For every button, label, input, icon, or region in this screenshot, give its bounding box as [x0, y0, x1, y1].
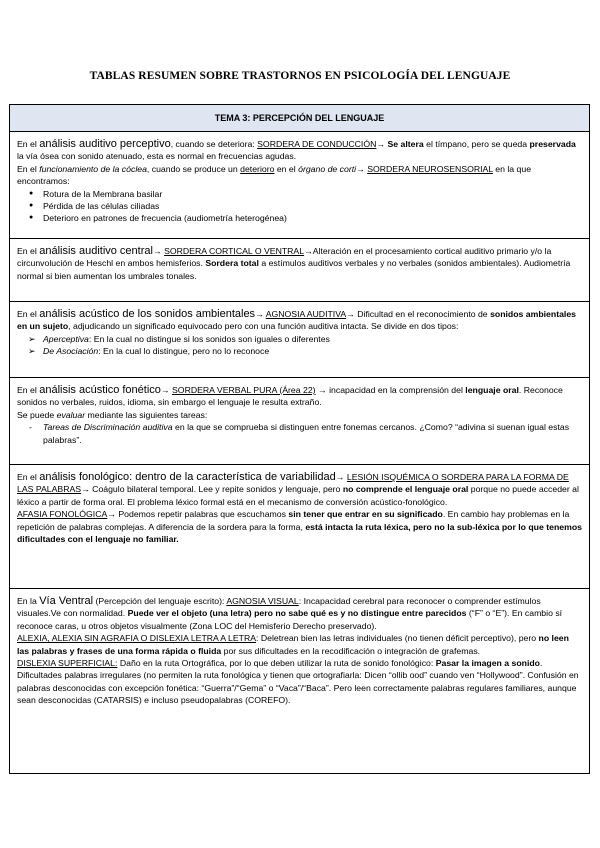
text: Se puede — [17, 409, 57, 420]
bold-text: Sordera total — [205, 258, 259, 269]
disorder-name: AFASIA FONOLÓGICA — [17, 509, 108, 520]
underlined-text: deterioro — [240, 163, 275, 174]
disorder-name: SORDERA NEUROSENSORIAL — [367, 163, 493, 174]
section-paragraph — [17, 308, 582, 333]
list-item: ● Deterioro en patrones de frecuencia (audiometría heterogénea) — [43, 212, 582, 224]
arrow: → — [81, 484, 90, 495]
text: Alteración en el procesamiento cortical auditivo primario y/o la circunvolución de Heschl en ambos hemisferios. — [17, 246, 552, 269]
arrow: → — [335, 472, 347, 482]
concept-label: análisis acústico de los sonidos ambientales — [39, 308, 256, 320]
text: : Deletrean bien las letras individuales (no tienen déficit perceptivo), pero — [256, 633, 539, 644]
italic-text: evaluar — [56, 409, 86, 420]
text: en el — [274, 163, 299, 174]
section-environmental-sounds — [9, 302, 590, 378]
text: (“F” o “E”). En cambio sí reconoce caras, u otros objetos visualmente (Zona LOC del Hemisferio Derecho preservado). — [17, 608, 563, 631]
text: . En cambio hay problemas en la repetición de palabras complejas. A diferencia de la sordera para la forma, — [17, 509, 570, 532]
section-paragraph — [17, 138, 582, 163]
dash-list — [17, 421, 582, 446]
text: Daño en la ruta Ortográfica, por lo que deben utilizar la ruta de sonido fonológico: — [117, 658, 436, 669]
disorder-name: SORDERA CORTICAL O VENTRAL — [164, 246, 305, 256]
section-paragraph — [17, 657, 582, 707]
arrow: → — [376, 139, 388, 149]
section-acoustic-phonetic — [9, 378, 590, 465]
section-paragraph — [17, 508, 582, 545]
bold-text: Se altera — [387, 139, 424, 149]
disorder-name: AGNOSIA VISUAL — [226, 596, 299, 606]
bullet-list — [17, 188, 582, 225]
section-paragraph — [17, 384, 582, 409]
text: En la — [17, 596, 40, 606]
list-item — [43, 345, 582, 357]
concept-label: Vía Ventral — [39, 595, 94, 607]
section-phonological — [9, 465, 590, 589]
text: : En la cual lo distingue, pero no lo reconoce — [98, 346, 270, 357]
bold-text: no leen las palabras y frases de una forma rápida o fluida — [17, 633, 569, 656]
disorder-name: SORDERA DE CONDUCCIÓN — [257, 139, 377, 149]
text: en la que se comprueba si distinguen entre fonemas cercanos. ¿Como? “adivina si suenan igual estas palabras”. — [43, 422, 570, 445]
text: Podemos repetir palabras que escuchamos — [115, 509, 289, 520]
italic-text: Tareas de Discriminación auditiva — [43, 422, 173, 433]
list-item: ● Rotura de la Membrana basilar — [43, 188, 582, 200]
section-paragraph — [17, 471, 582, 508]
concept-label: análisis auditivo perceptivo — [39, 138, 171, 150]
text: la vía ósea con sonido atenuado, esta es normal en frecuencias agudas. — [17, 151, 297, 162]
bold-text: Puede ver el objeto (una letra) pero no sabe qué es y no distingue entre parecidos — [127, 608, 467, 619]
section-paragraph — [17, 245, 582, 282]
arrow-list — [17, 333, 582, 358]
bold-text: no comprende el lenguaje oral — [342, 484, 469, 495]
text: . Reconoce sonidos no verbales, ruidos, idioma, sin embargo el lenguaje le resulta extraño. — [17, 385, 563, 408]
list-item — [43, 333, 582, 345]
bold-text: Pasar la imagen a sonido — [435, 658, 540, 669]
text: → Dificultad en el reconocimiento de — [346, 309, 491, 319]
text: En el — [17, 385, 40, 395]
section-auditory-perceptive — [9, 132, 590, 239]
section-paragraph — [17, 409, 582, 421]
text: , cuando se deteriora: — [170, 139, 258, 149]
arrow: → — [304, 246, 313, 256]
text: En el — [17, 163, 40, 174]
page-title: TABLAS RESUMEN SOBRE TRASTORNOS EN PSICOLOGÍA DEL LENGUAJE — [89, 70, 511, 82]
text: . Dificultades palabras irregulares (no permiten la ruta fonológica y tienen que ortografiarla: Dicen “ollib ood” cuando ven “Hollywood”. Confusión en palabras desconocidas con excepción fonética: “Guerra”/“Gema” o “Vaca”/“Baca”. Pero leen correctamente palabras regulares familiares, aunque sean desconocidas (CATARSIS) e incluso pseudopalabras (COREFO). — [17, 658, 579, 706]
text: : En la cual no distingue si los sonidos son iguales o diferentes — [88, 333, 330, 344]
text: porque no puede acceder al léxico a partir de forma oral. El problema léxico formal está en el mecanismo de conversión acústico-fonológico. — [17, 484, 579, 507]
bold-text: lenguaje oral — [465, 385, 519, 395]
text: En el — [17, 309, 40, 319]
italic-text: funcionamiento de la cóclea — [39, 163, 147, 174]
summary-table — [9, 104, 590, 774]
text: : Incapacidad cerebral para reconocer o comprender estímulos visuales.Ve con normalidad. — [17, 596, 541, 619]
arrow: → — [152, 246, 165, 256]
section-ventral-route — [9, 589, 590, 774]
list-item: ● Pérdida de las células ciliadas — [43, 200, 582, 212]
disorder-name: SORDERA VERBAL PURA (Área 22) — [172, 385, 316, 395]
bold-text: sonidos ambientales en un sujeto — [17, 309, 576, 332]
italic-text: órgano de corti — [298, 163, 357, 174]
theme-header: TEMA 3: PERCEPCIÓN DEL LENGUAJE — [9, 104, 590, 132]
text: en la que encontramos: — [17, 163, 532, 187]
concept-label: análisis auditivo central — [39, 245, 153, 257]
arrow: → — [255, 309, 266, 319]
italic-text: Aperceptiva — [43, 333, 89, 344]
text: En el — [17, 139, 40, 149]
text: En el — [17, 472, 40, 482]
concept-label: análisis fonológico: dentro de la característica de variabilidad — [39, 471, 336, 483]
bold-text: sin tener que entrar en su significado — [288, 509, 443, 520]
disorder-name: AGNOSIA AUDITIVA — [265, 309, 347, 319]
text: En el — [17, 246, 40, 256]
text: el tímpano, pero se queda — [423, 139, 530, 149]
text: → incapacidad en la comprensión del — [315, 385, 466, 395]
section-auditory-central — [9, 239, 590, 302]
text: Coágulo bilateral temporal. Lee y repite sonidos y lenguaje, pero — [89, 484, 343, 495]
disorder-name: DISLEXIA SUPERFICIAL: — [17, 658, 118, 669]
arrow: → — [160, 385, 173, 395]
text: , cuando se produce un — [146, 163, 241, 174]
disorder-name: LESIÓN ISQUÉMICA O SORDERA PARA LA FORMA DE LAS PALABRAS — [17, 472, 569, 495]
text: por sus dificultades en la recodificación o integración de grafemas. — [221, 645, 481, 656]
concept-label: análisis acústico fonético — [39, 384, 161, 396]
list-item — [43, 421, 582, 446]
text: , adjudicando un significado equivocado pero con una función auditiva intacta. Se divide en dos tipos: — [68, 321, 459, 332]
arrow: → — [356, 163, 368, 174]
text: (Percepción del lenguaje escrito): — [93, 596, 227, 606]
text: a estímulos auditivos verbales y no verbales (sonidos ambientales). Audiometría normal si bien aumentan los umbrales tonales. — [17, 258, 571, 281]
section-paragraph — [17, 595, 582, 632]
text: mediante las siguientes tareas: — [85, 409, 208, 420]
section-paragraph — [17, 163, 582, 188]
bold-text: está intacta la ruta léxica, pero no la sub-léxica por lo que tenemos dificultades con el lenguaje no familiar. — [17, 521, 582, 545]
section-paragraph — [17, 632, 582, 657]
italic-text: De Asociación — [43, 346, 99, 357]
disorder-name: ALEXIA, ALEXIA SIN AGRAFIA O DISLEXIA LETRA A LETRA — [17, 633, 257, 644]
bold-text: preservada — [529, 139, 576, 149]
arrow: → — [107, 509, 116, 520]
